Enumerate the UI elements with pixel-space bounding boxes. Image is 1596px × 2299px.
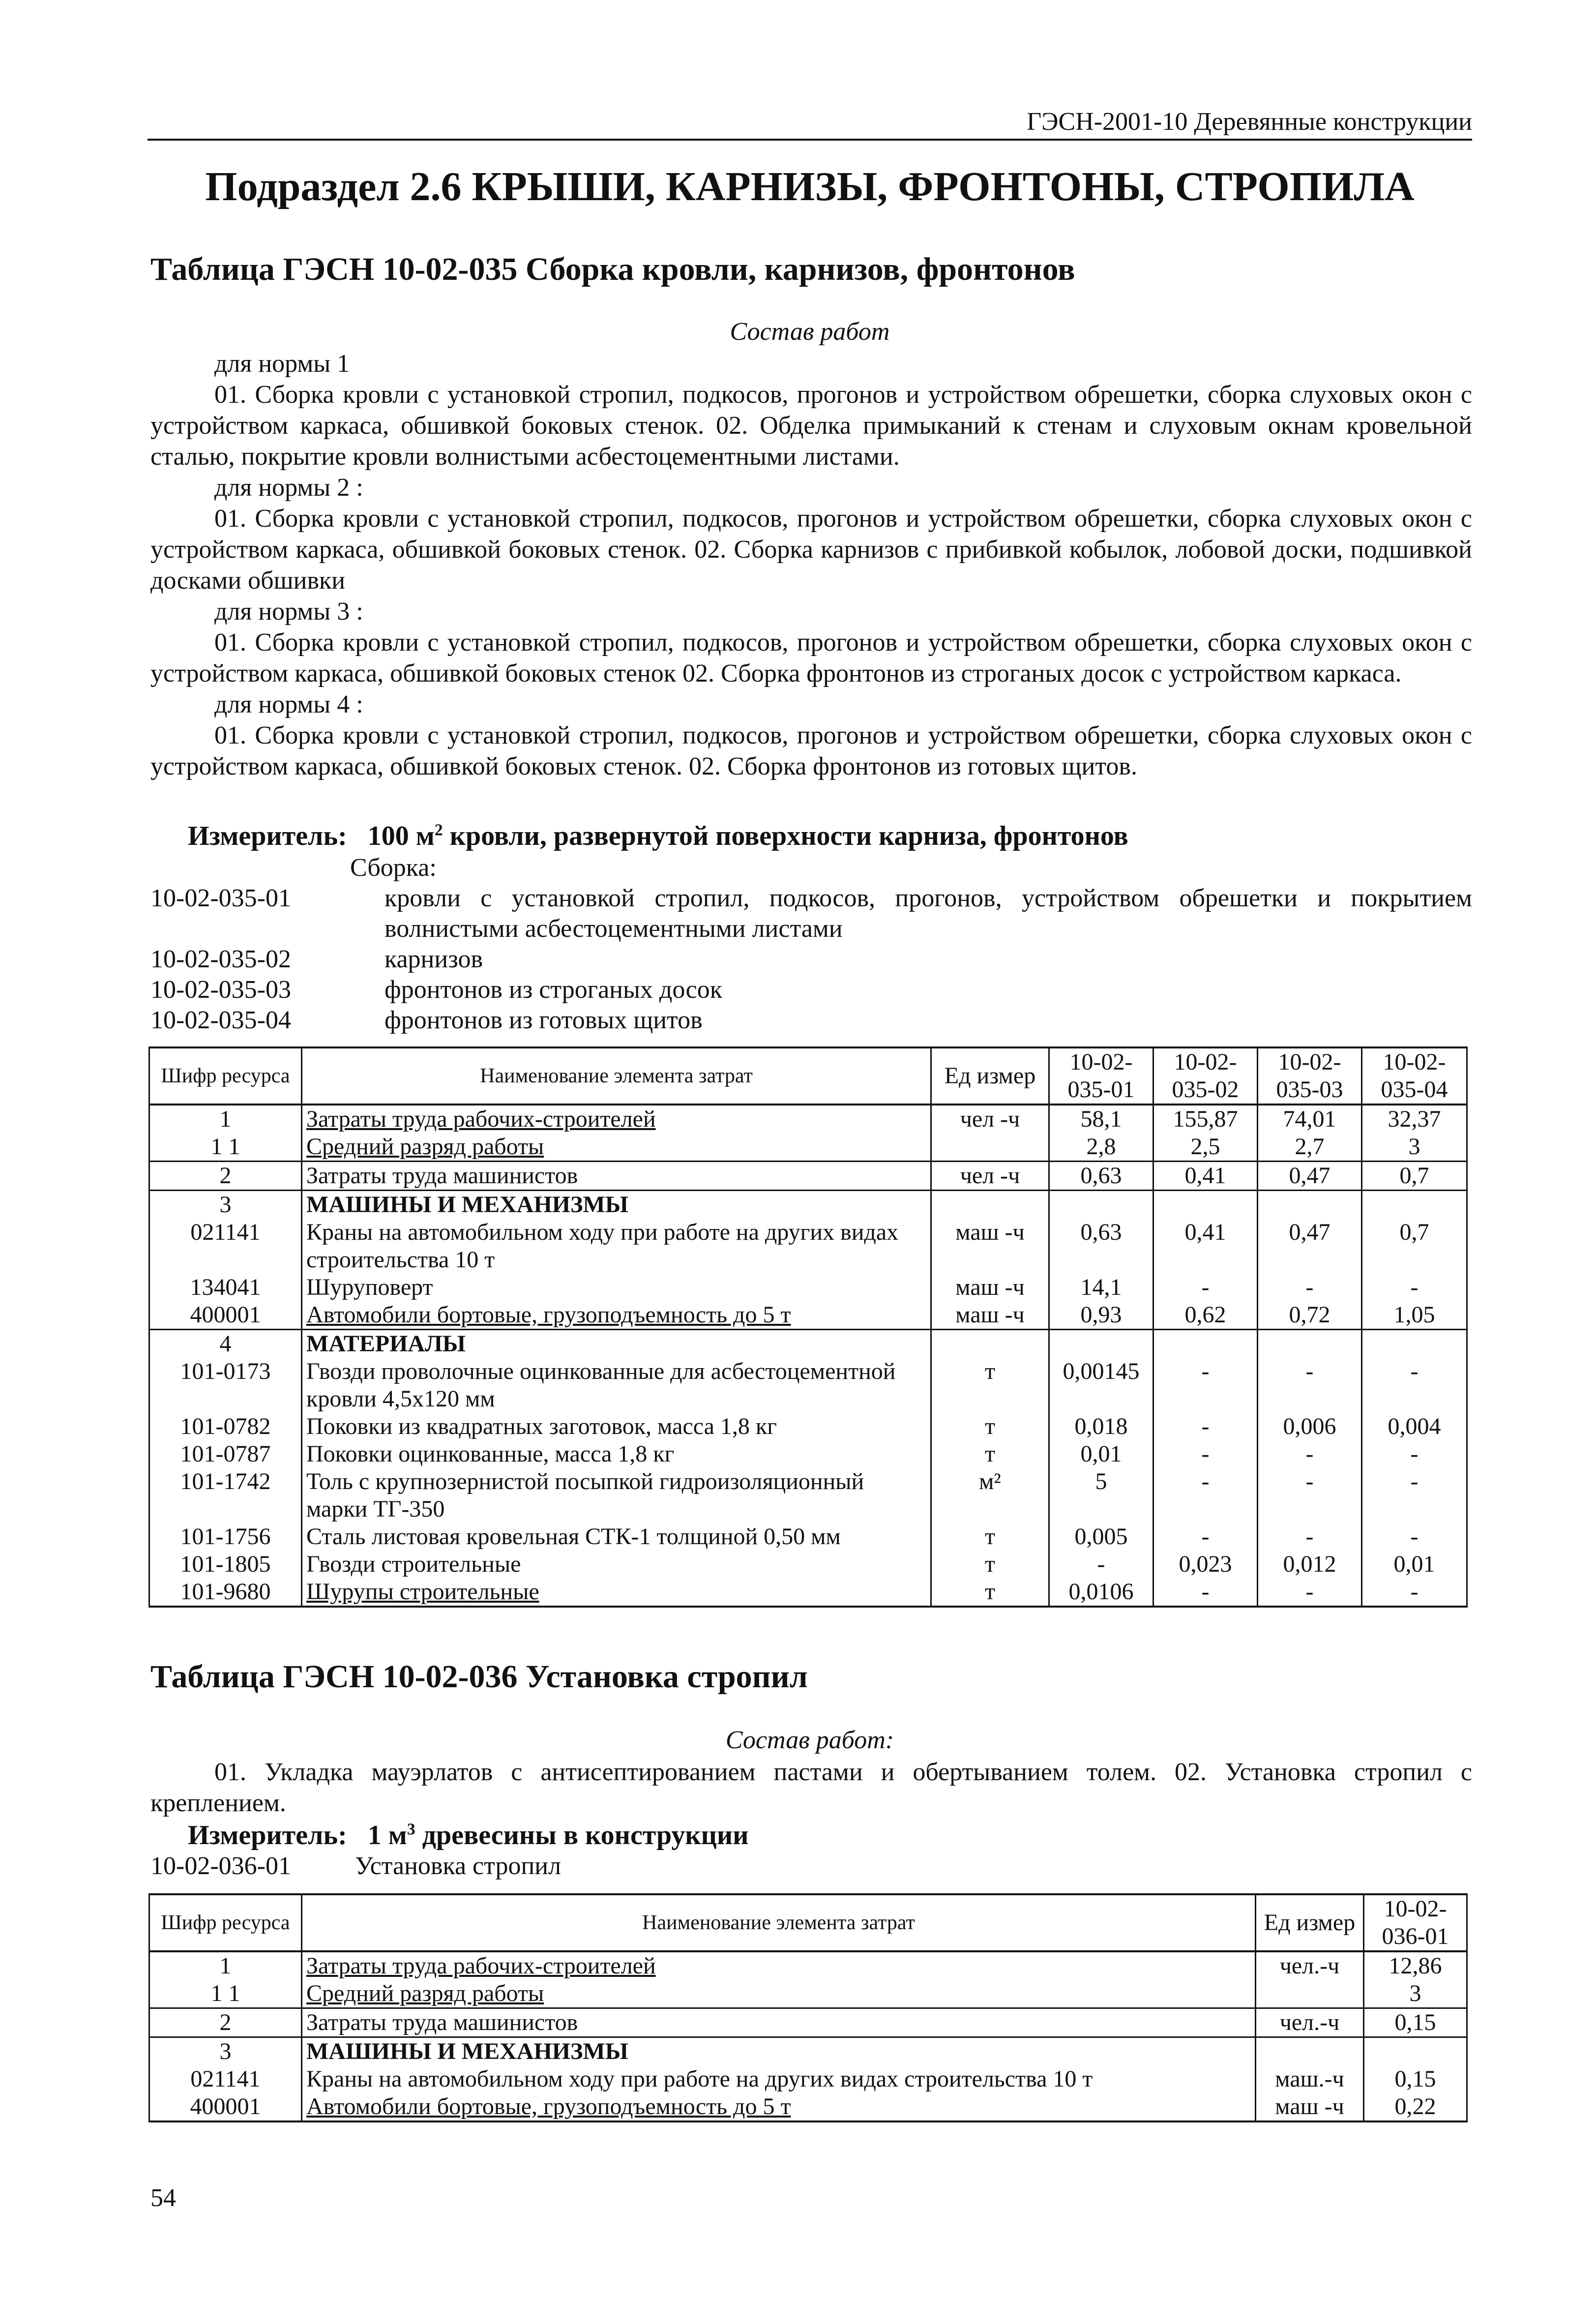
norm-code: 10-02-035-02 (150, 945, 291, 973)
cell-value: 0,7 (1362, 1162, 1467, 1191)
table-row (149, 2008, 1467, 2037)
norm1-label: для нормы 1 (214, 350, 350, 378)
cell-value: 0,023 (1153, 1551, 1258, 1578)
table-row (149, 1578, 1467, 1607)
table-row (149, 2065, 1467, 2093)
cell-value: 74,01 (1258, 1105, 1362, 1133)
cell-code: 1 1 (149, 1133, 302, 1162)
measure-sup: 3 (407, 1820, 415, 1839)
cell-unit: м² (931, 1468, 1049, 1523)
measure-sup: 2 (434, 821, 443, 839)
cell-value: 0,005 (1049, 1523, 1153, 1551)
table-row (149, 1980, 1467, 2008)
cell-value: 0,47 (1258, 1219, 1362, 1274)
norm-code: 10-02-035-04 (150, 1006, 291, 1034)
cell-unit: маш -ч (931, 1301, 1049, 1330)
cell-value (1258, 1330, 1362, 1358)
cell-unit: чел -ч (931, 1162, 1049, 1191)
cell-name: МАШИНЫ И МЕХАНИЗМЫ (302, 2037, 1256, 2066)
cell-name: Автомобили бортовые, грузоподъемность до 5 т (302, 2093, 1256, 2121)
cell-value: 0,15 (1364, 2065, 1467, 2093)
header-norm-1: 10-02-035-01 (1049, 1047, 1153, 1105)
measure-label: Измеритель: (188, 821, 347, 851)
table1-measure (188, 820, 1128, 852)
cell-value: 0,63 (1049, 1162, 1153, 1191)
header-unit: Ед измер (931, 1047, 1049, 1105)
cell-name: Шуруповерт (302, 1274, 931, 1301)
cell-value: - (1362, 1523, 1467, 1551)
cell-name: МАТЕРИАЛЫ (302, 1330, 931, 1358)
cell-value: 0,63 (1049, 1219, 1153, 1274)
cell-value: 2,8 (1049, 1133, 1153, 1162)
norm-list-item (150, 883, 1472, 944)
measure-value-pre: 100 м (367, 821, 435, 851)
table-row (149, 1105, 1467, 1133)
cell-unit: чел.-ч (1256, 1951, 1364, 1980)
table-header-row (149, 1047, 1467, 1105)
cell-unit: т (931, 1440, 1049, 1468)
cell-value: - (1362, 1358, 1467, 1413)
cell-code: 1 (149, 1951, 302, 1980)
cell-value: - (1258, 1358, 1362, 1413)
cell-code: 2 (149, 1162, 302, 1191)
table1-title: Таблица ГЭСН 10-02-035 Сборка кровли, карнизов, фронтонов (150, 251, 1075, 287)
cell-name: Затраты труда рабочих-строителей (302, 1951, 1256, 1980)
table2-norm-list (150, 1851, 1472, 1881)
header-name: Наименование элемента затрат (302, 1894, 1256, 1951)
table-row (149, 2037, 1467, 2066)
table1-work-description (150, 348, 1472, 782)
cell-value: - (1258, 1468, 1362, 1523)
norm-list-item (150, 1851, 1472, 1881)
cell-value: 5 (1049, 1468, 1153, 1523)
page-number: 54 (150, 2184, 176, 2212)
table-row (149, 1413, 1467, 1440)
header-norm-3: 10-02-035-03 (1258, 1047, 1362, 1105)
header-unit: Ед измер (1256, 1894, 1364, 1951)
cell-name: Сталь листовая кровельная СТК-1 толщиной 0,50 мм (302, 1523, 931, 1551)
subsection-title: Подраздел 2.6 КРЫШИ, КАРНИЗЫ, ФРОНТОНЫ, СТРОПИЛА (205, 164, 1415, 209)
cell-code: 134041 (149, 1274, 302, 1301)
table-row (149, 1358, 1467, 1413)
norm-desc: кровли с установкой стропил, подкосов, прогонов, устройством обрешетки и покрытием волнистыми асбестоцементными листами (384, 884, 1472, 943)
cell-value: 32,37 (1362, 1105, 1467, 1133)
measure-value-post: кровли, развернутой поверхности карниза, фронтонов (443, 821, 1128, 851)
header-norm-4: 10-02-035-04 (1362, 1047, 1467, 1105)
norm-code: 10-02-035-01 (150, 884, 291, 912)
cell-value: 0,22 (1364, 2093, 1467, 2121)
cell-code: 101-1742 (149, 1468, 302, 1523)
header-name: Наименование элемента затрат (302, 1047, 931, 1105)
cell-value: 2,5 (1153, 1133, 1258, 1162)
cell-value: - (1153, 1578, 1258, 1607)
table2-resources (148, 1893, 1468, 2122)
norm-desc: Установка стропил (355, 1852, 562, 1880)
cell-value: - (1362, 1274, 1467, 1301)
cell-value: - (1153, 1274, 1258, 1301)
cell-value: 1,05 (1362, 1301, 1467, 1330)
cell-value: - (1153, 1413, 1258, 1440)
cell-value: - (1153, 1440, 1258, 1468)
cell-value: 0,7 (1362, 1219, 1467, 1274)
cell-code: 1 1 (149, 1980, 302, 2008)
cell-value: 12,86 (1364, 1951, 1467, 1980)
cell-unit (1256, 1980, 1364, 2008)
cell-code: 1 (149, 1105, 302, 1133)
table-row (149, 1191, 1467, 1219)
cell-name: Поковки из квадратных заготовок, масса 1,8 кг (302, 1413, 931, 1440)
measure-label: Измеритель: (188, 1820, 347, 1851)
cell-value: 14,1 (1049, 1274, 1153, 1301)
norm1-text: 01. Сборка кровли с установкой стропил, подкосов, прогонов и устройством обрешетки, сборка слуховых окон с устройством каркаса, обшивкой боковых стенок. 02. Обделка примыканий к стенам и слуховым окнам кровельной сталью, покрытие кровли волнистыми асбестоцементными листами. (150, 381, 1472, 471)
cell-unit (931, 1330, 1049, 1358)
cell-value: - (1362, 1578, 1467, 1607)
cell-unit (931, 1191, 1049, 1219)
cell-name: Краны на автомобильном ходу при работе на других видах строительства 10 т (302, 1219, 931, 1274)
cell-unit: т (931, 1413, 1049, 1440)
cell-code: 101-0787 (149, 1440, 302, 1468)
cell-value: 0,15 (1364, 2008, 1467, 2037)
cell-value: 0,018 (1049, 1413, 1153, 1440)
cell-value: - (1153, 1523, 1258, 1551)
cell-value: 0,0106 (1049, 1578, 1153, 1607)
table-row (149, 1301, 1467, 1330)
cell-code: 101-0782 (149, 1413, 302, 1440)
cell-name: Толь с крупнозернистой посыпкой гидроизоляционный марки ТГ-350 (302, 1468, 931, 1523)
cell-value: 3 (1364, 1980, 1467, 2008)
cell-unit: т (931, 1578, 1049, 1607)
table-row (149, 1440, 1467, 1468)
header-norm-2: 10-02-035-02 (1153, 1047, 1258, 1105)
table1-sostav-heading: Состав работ (730, 318, 890, 346)
table2-sostav-text: 01. Укладка мауэрлатов с антисептированием пастами и обертыванием толем. 02. Установка стропил с креплением. (150, 1758, 1472, 1817)
cell-unit: т (931, 1358, 1049, 1413)
running-head: ГЭСН-2001-10 Деревянные конструкции (148, 107, 1472, 141)
table-row (149, 1219, 1467, 1274)
norm2-label: для нормы 2 : (214, 474, 363, 502)
norm4-label: для нормы 4 : (214, 690, 363, 718)
cell-unit: маш -ч (931, 1219, 1049, 1274)
cell-name: Гвозди проволочные оцинкованные для асбестоцементной кровли 4,5x120 мм (302, 1358, 931, 1413)
measure-value-pre: 1 м (367, 1820, 407, 1851)
cell-value: 0,41 (1153, 1162, 1258, 1191)
cell-unit: маш -ч (1256, 2093, 1364, 2121)
cell-value (1258, 1191, 1362, 1219)
norm-desc: карнизов (384, 945, 483, 973)
cell-name: Краны на автомобильном ходу при работе на других видах строительства 10 т (302, 2065, 1256, 2093)
cell-value (1153, 1330, 1258, 1358)
cell-unit: маш.-ч (1256, 2065, 1364, 2093)
cell-unit (931, 1133, 1049, 1162)
cell-code: 101-0173 (149, 1358, 302, 1413)
cell-value: - (1049, 1551, 1153, 1578)
norm3-label: для нормы 3 : (214, 597, 363, 626)
cell-name: Шурупы строительные (302, 1578, 931, 1607)
cell-value: 3 (1362, 1133, 1467, 1162)
cell-value: - (1258, 1523, 1362, 1551)
table2-measure (188, 1820, 748, 1851)
cell-value (1049, 1330, 1153, 1358)
cell-unit: маш -ч (931, 1274, 1049, 1301)
norm-list-item (150, 975, 1472, 1005)
cell-value: 0,01 (1362, 1551, 1467, 1578)
norm-desc: фронтонов из готовых щитов (384, 1006, 703, 1034)
measure-value-post: древесины в конструкции (415, 1820, 749, 1851)
norm-code: 10-02-036-01 (150, 1852, 291, 1880)
cell-unit: чел -ч (931, 1105, 1049, 1133)
cell-value (1153, 1191, 1258, 1219)
table1-sub-heading: Сборка: (350, 854, 437, 882)
norm2-text: 01. Сборка кровли с установкой стропил, подкосов, прогонов и устройством обрешетки, сборка слуховых окон с устройством каркаса, обшивкой боковых стенок. 02. Сборка карнизов с прибивкой кобылок, лобовой доски, подшивкой досками обшивки (150, 505, 1472, 595)
table-row (149, 1551, 1467, 1578)
cell-value: 0,01 (1049, 1440, 1153, 1468)
cell-code: 021141 (149, 2065, 302, 2093)
table-header-row (149, 1894, 1467, 1951)
cell-code: 4 (149, 1330, 302, 1358)
cell-value (1362, 1191, 1467, 1219)
cell-name: МАШИНЫ И МЕХАНИЗМЫ (302, 1191, 931, 1219)
table-row (149, 2093, 1467, 2121)
table2-sostav-heading: Состав работ: (725, 1726, 894, 1754)
cell-code: 3 (149, 2037, 302, 2066)
cell-code: 101-9680 (149, 1578, 302, 1607)
cell-value: 2,7 (1258, 1133, 1362, 1162)
table-row (149, 1951, 1467, 1980)
table-row (149, 1330, 1467, 1358)
cell-unit: т (931, 1551, 1049, 1578)
cell-value (1049, 1191, 1153, 1219)
cell-value: - (1153, 1468, 1258, 1523)
table-row (149, 1274, 1467, 1301)
cell-unit: т (931, 1523, 1049, 1551)
cell-unit (1256, 2037, 1364, 2066)
cell-code: 400001 (149, 1301, 302, 1330)
cell-unit: чел.-ч (1256, 2008, 1364, 2037)
cell-value: 0,004 (1362, 1413, 1467, 1440)
header-norm-1: 10-02-036-01 (1364, 1894, 1467, 1951)
table-row (149, 1523, 1467, 1551)
cell-value (1364, 2037, 1467, 2066)
cell-value: - (1153, 1358, 1258, 1413)
cell-name: Затраты труда машинистов (302, 2008, 1256, 2037)
cell-value (1362, 1330, 1467, 1358)
cell-value: 0,006 (1258, 1413, 1362, 1440)
cell-name: Поковки оцинкованные, масса 1,8 кг (302, 1440, 931, 1468)
table-row (149, 1468, 1467, 1523)
cell-name: Затраты труда машинистов (302, 1162, 931, 1191)
cell-value: 0,012 (1258, 1551, 1362, 1578)
cell-value: 0,00145 (1049, 1358, 1153, 1413)
cell-value: 155,87 (1153, 1105, 1258, 1133)
cell-code: 3 (149, 1191, 302, 1219)
cell-name: Средний разряд работы (302, 1133, 931, 1162)
norm3-text: 01. Сборка кровли с установкой стропил, подкосов, прогонов и устройством обрешетки, сборка слуховых окон с устройством каркаса, обшивкой боковых стенок 02. Сборка фронтонов из строганых досок с устройством каркаса. (150, 628, 1472, 687)
cell-name: Затраты труда рабочих-строителей (302, 1105, 931, 1133)
cell-value: 0,72 (1258, 1301, 1362, 1330)
cell-name: Гвозди строительные (302, 1551, 931, 1578)
cell-value: - (1258, 1578, 1362, 1607)
cell-value: 0,93 (1049, 1301, 1153, 1330)
header-code: Шифр ресурса (149, 1894, 302, 1951)
table1-resources (148, 1046, 1468, 1608)
cell-name: Средний разряд работы (302, 1980, 1256, 2008)
cell-code: 101-1805 (149, 1551, 302, 1578)
cell-value: - (1362, 1468, 1467, 1523)
norm-list-item (150, 944, 1472, 975)
cell-value: 58,1 (1049, 1105, 1153, 1133)
norm-list-item (150, 1005, 1472, 1036)
cell-code: 101-1756 (149, 1523, 302, 1551)
norm-code: 10-02-035-03 (150, 976, 291, 1004)
cell-name: Автомобили бортовые, грузоподъемность до 5 т (302, 1301, 931, 1330)
header-code: Шифр ресурса (149, 1047, 302, 1105)
table-row (149, 1162, 1467, 1191)
table2-title: Таблица ГЭСН 10-02-036 Установка стропил (150, 1659, 808, 1695)
cell-code: 2 (149, 2008, 302, 2037)
table2-work-description (150, 1757, 1472, 1819)
cell-value: 0,62 (1153, 1301, 1258, 1330)
cell-value: - (1258, 1274, 1362, 1301)
cell-value: - (1362, 1440, 1467, 1468)
cell-code: 400001 (149, 2093, 302, 2121)
cell-value: 0,41 (1153, 1219, 1258, 1274)
table1-norm-list (150, 883, 1472, 1036)
norm-desc: фронтонов из строганых досок (384, 976, 723, 1004)
norm4-text: 01. Сборка кровли с установкой стропил, подкосов, прогонов и устройством обрешетки, сборка слуховых окон с устройством каркаса, обшивкой боковых стенок. 02. Сборка фронтонов из готовых щитов. (150, 721, 1472, 780)
cell-code: 021141 (149, 1219, 302, 1274)
table-row (149, 1133, 1467, 1162)
cell-value: 0,47 (1258, 1162, 1362, 1191)
cell-value: - (1258, 1440, 1362, 1468)
